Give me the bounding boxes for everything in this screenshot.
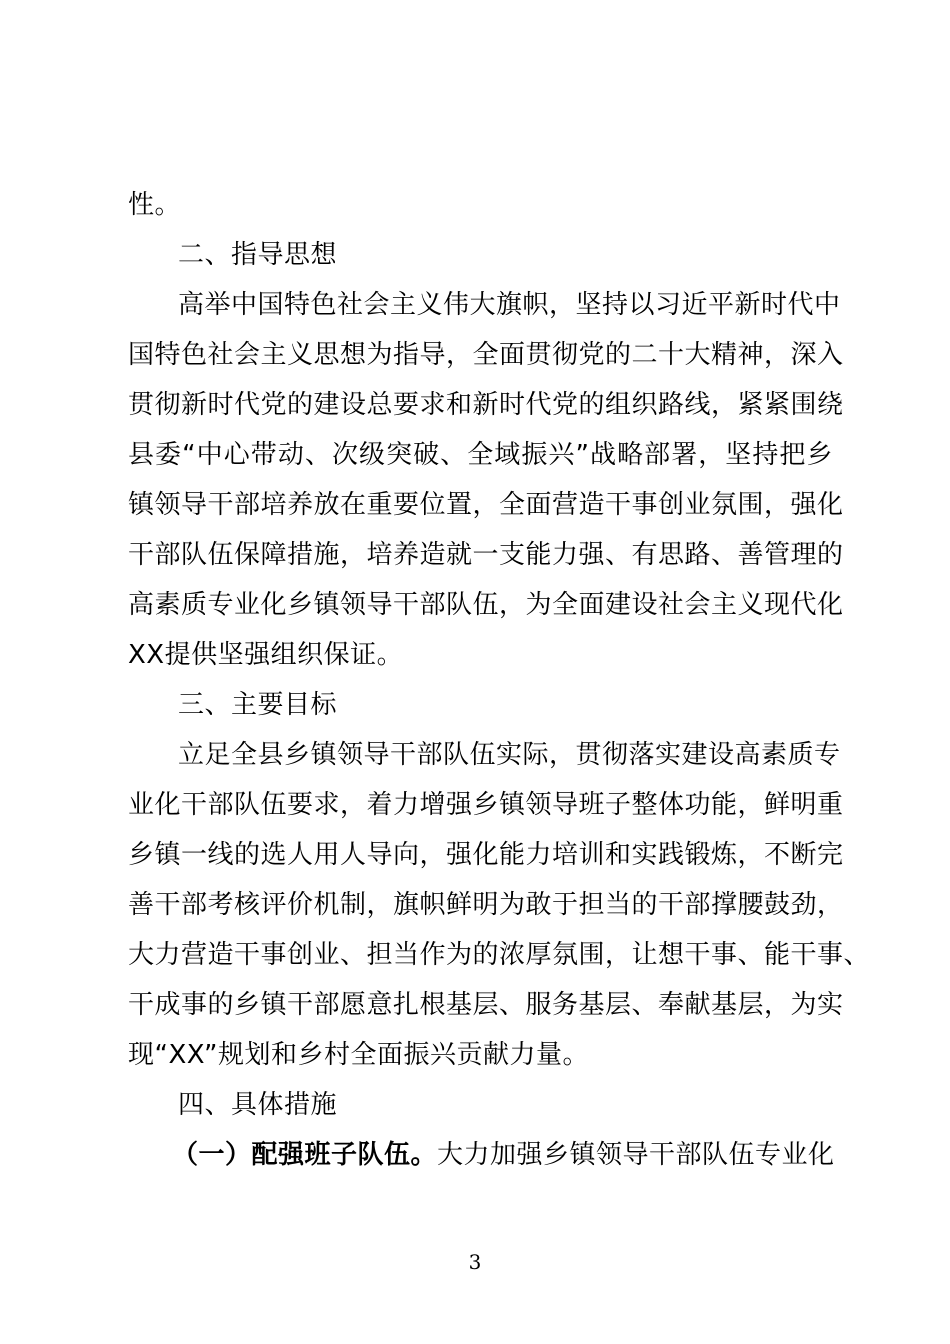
paragraph-line: 镇领导干部培养放在重要位置，全面营造干事创业氛围，强化 bbox=[128, 490, 844, 520]
paragraph-line: 乡镇一线的选人用人导向，强化能力培训和实践锻炼，不断完 bbox=[128, 840, 844, 870]
paragraph-line: 县委“中心带动、次级突破、全域振兴”战略部署，坚持把乡 bbox=[128, 440, 833, 470]
paragraph-line: 善干部考核评价机制，旗帜鲜明为敢于担当的干部撑腰鼓劲， bbox=[128, 890, 844, 920]
section-heading-specific-measures: 四、具体措施 bbox=[178, 1090, 338, 1120]
paragraph-line: 国特色社会主义思想为指导，全面贯彻党的二十大精神，深入 bbox=[128, 340, 844, 370]
paragraph-line: 高素质专业化乡镇领导干部队伍，为全面建设社会主义现代化 bbox=[128, 590, 844, 620]
paragraph-line: 性。 bbox=[128, 190, 182, 220]
measure-text: 大力加强乡镇领导干部队伍专业化 bbox=[437, 1140, 835, 1170]
paragraph-line: 高举中国特色社会主义伟大旗帜，坚持以习近平新时代中 bbox=[178, 290, 841, 320]
measure-title: （一）配强班子队伍。 bbox=[172, 1140, 438, 1170]
page-number: 3 bbox=[468, 1250, 482, 1274]
section-heading-guiding-ideology: 二、指导思想 bbox=[178, 240, 338, 270]
measure-paragraph-line bbox=[172, 1130, 833, 1180]
paragraph-line: 立足全县乡镇领导干部队伍实际，贯彻落实建设高素质专 bbox=[178, 740, 841, 770]
paragraph-line: 现“XX”规划和乡村全面振兴贡献力量。 bbox=[128, 1040, 590, 1070]
paragraph-line: XX提供坚强组织保证。 bbox=[128, 640, 404, 670]
paragraph-line: 干部队伍保障措施，培养造就一支能力强、有思路、善管理的 bbox=[128, 540, 844, 570]
paragraph-line: 大力营造干事创业、担当作为的浓厚氛围，让想干事、能干事、 bbox=[128, 940, 871, 970]
paragraph-line: 贯彻新时代党的建设总要求和新时代党的组织路线，紧紧围绕 bbox=[128, 390, 844, 420]
paragraph-line: 业化干部队伍要求，着力增强乡镇领导班子整体功能，鲜明重 bbox=[128, 790, 844, 820]
section-heading-main-goals: 三、主要目标 bbox=[178, 690, 338, 720]
paragraph-line: 干成事的乡镇干部愿意扎根基层、服务基层、奉献基层，为实 bbox=[128, 990, 844, 1020]
